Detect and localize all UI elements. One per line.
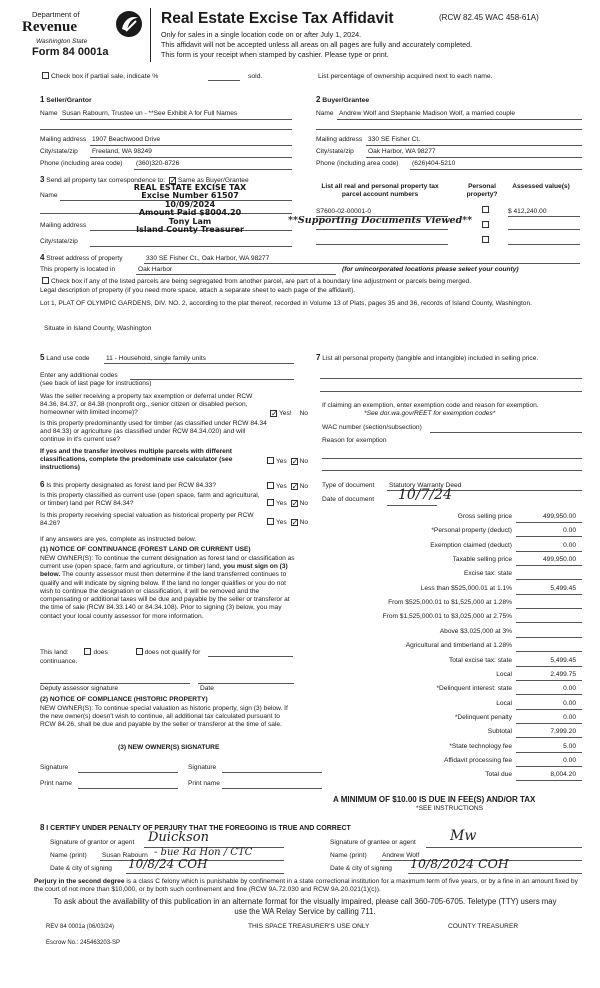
- personal-property-checkbox-2[interactable]: [482, 221, 489, 228]
- notice2-body: NEW OWNER(S): To continue special valuation as historic property, sign (3) below. If the new owner(s) doesn't wish to continue, all additional tax calculated pursuant to RCW 84.26, shall be due and payable by the seller or transferor at the time of sale.: [40, 705, 288, 729]
- timber-question: Is this property predominantly used for timber (as classified under RCW 84.34 and 84.33) or agriculture (as classified under RCW 84.34.020) and will continue in it's current use?: [40, 420, 267, 444]
- calc-row-value[interactable]: 5,499.45: [550, 656, 576, 664]
- notice3-title: (3) NEW OWNER(S) SIGNATURE: [118, 744, 220, 751]
- exemption-see-note: *See dor.wa.gov/REET for exemption codes*: [364, 410, 496, 417]
- see-instructions-text: *SEE INSTRUCTIONS: [416, 805, 484, 812]
- rev-number: REV 84 0001a (06/03/24): [46, 924, 115, 930]
- buyer-name[interactable]: Andrew Wolf and Stephanie Madison Wolf, a married couple: [339, 110, 516, 117]
- seller-name-label: Name: [40, 110, 58, 117]
- dept-line3: Washington State: [36, 38, 88, 45]
- stamp-line5: Tony Lam: [168, 216, 212, 226]
- calc-row-label: Agricultural and timberland at 1.28%: [405, 642, 512, 650]
- current-use-no-checkbox[interactable]: [291, 500, 298, 507]
- seller-mailing-label: Mailing address: [40, 136, 87, 143]
- land-use-label: Land use code: [46, 355, 90, 362]
- reason-label: Reason for exemption: [322, 437, 387, 444]
- supporting-docs-note: **Supporting Documents Viewed**: [288, 215, 473, 226]
- seller-city[interactable]: Freeland, WA 98249: [92, 148, 152, 155]
- situate-text: Situate in Island County, Washington: [44, 325, 152, 332]
- calc-row-value[interactable]: 0.00: [563, 756, 576, 764]
- calc-row-value[interactable]: 5.00: [563, 742, 576, 750]
- buyer-heading: 2 Buyer/Grantee: [316, 95, 370, 104]
- seller-phone-label: Phone (including area code): [40, 160, 123, 167]
- doc-type-value[interactable]: Statutory Warranty Deed: [389, 482, 462, 489]
- calc-row-underline: [516, 522, 582, 523]
- personal-property-label: List all personal property (tangible and intangible) included in selling price.: [322, 355, 539, 362]
- grantee-name[interactable]: Andrew Wolf: [382, 852, 420, 859]
- calc-row-value[interactable]: 499,950.00: [542, 513, 576, 520]
- deputy-sig-label: Deputy assessor signature: [40, 685, 119, 692]
- section6-q1-row: 6 Is this property designated as forest land per RCW 84.33?: [40, 480, 216, 489]
- buyer-mailing[interactable]: 330 SE Fisher Ct.: [368, 136, 421, 143]
- grantee-sig-label: Signature of grantee or agent: [330, 839, 416, 846]
- additional-codes-label: Enter any additional codes: [40, 372, 118, 379]
- see-back-text: (see back of last page for instructions): [40, 380, 152, 387]
- grantor-date[interactable]: 10/8/24 COH: [128, 857, 208, 871]
- calc-row-value[interactable]: 499,950.00: [542, 556, 576, 564]
- dor-emblem-icon: [114, 9, 144, 39]
- calc-row-value[interactable]: 0.00: [563, 713, 576, 721]
- calc-row-underline: [516, 766, 582, 767]
- segregated-label: Check box if any of the listed parcels are being segregated from another parcel, are part of a boundary line adjustment or parcels being merged.: [51, 278, 472, 285]
- located-value[interactable]: Oak Harbor: [138, 266, 173, 273]
- does-checkbox[interactable]: [84, 648, 91, 655]
- segregated-checkbox[interactable]: [42, 277, 49, 284]
- calc-row-underline: [516, 709, 582, 710]
- forest-no-label: No: [299, 483, 309, 490]
- grantor-name[interactable]: Susan Rabourn: [102, 852, 148, 859]
- calc-row-label: Gross selling price: [457, 513, 512, 520]
- calc-row-label: *Delinquent penalty: [454, 713, 512, 721]
- timber-no-checkbox[interactable]: [291, 458, 298, 465]
- calc-row-value[interactable]: 2,499.75: [550, 670, 576, 678]
- calc-row-value[interactable]: 8,004.20: [550, 771, 576, 779]
- forest-yes-no: [265, 482, 308, 491]
- calc-row-underline: [516, 594, 582, 595]
- calc-row-value[interactable]: 0.00: [563, 685, 576, 693]
- timber-yes-checkbox[interactable]: [267, 457, 274, 464]
- current-use-yes-no: [265, 499, 308, 508]
- calc-row-underline: [516, 608, 582, 609]
- continuance-label: continuance.: [40, 658, 78, 665]
- this-land-label: This land:: [40, 649, 69, 656]
- notice1-body-b: The county assessor must then determine if the land transferred continues to qualify and will indicate by signing below. If the land no longer qualifies or you do not wish to continue the designation or classification, it will be removed and the compensating or additional taxes will be due and payable by the seller or transferor at the time of sale (RCW 84.33.140 or 84.34.108). Prior to signing (3) below, you may contact your local county assessor for more information.: [40, 571, 290, 620]
- calc-row-label: Exemption claimed (deduct): [430, 541, 512, 549]
- calc-row-label: *Personal property (deduct): [431, 527, 512, 535]
- calc-row-label: Total excise tax: state: [448, 656, 512, 664]
- timber-yes-label: Yes: [276, 458, 287, 465]
- calc-row-underline: [516, 651, 582, 652]
- partial-label-b: sold.: [248, 73, 263, 80]
- calc-row-underline: [516, 694, 582, 695]
- deputy-date-label: Date: [200, 685, 214, 692]
- current-use-no-label: No: [299, 500, 309, 507]
- escrow-number: Escrow No.: 245463203-SP: [46, 940, 121, 946]
- timber-question-b: If yes and the transfer involves multiple parcels with different classifications, complete the predominate use calculator (see instructions): [40, 448, 233, 472]
- section3-mailing-label: Mailing address: [40, 222, 87, 229]
- new-owner-print-label-1: Print name: [40, 780, 72, 787]
- assessed-value[interactable]: $ 412,240.00: [508, 208, 547, 215]
- forest-yes-label: Yes: [276, 483, 287, 490]
- historic-yes-label: Yes: [276, 519, 287, 526]
- calc-row-underline: [516, 565, 582, 566]
- exemption-code-label: If claiming an exemption, enter exemption code and reason for exemption.: [322, 402, 539, 409]
- grantor-name-handwritten: - bue Ra Hon / CTC: [154, 847, 253, 858]
- segregated-row: [40, 277, 585, 286]
- calc-row-value[interactable]: 0.00: [563, 541, 576, 549]
- calc-row-label: Affidavit processing fee: [443, 756, 512, 764]
- located-label: This property is located in: [40, 266, 116, 273]
- calc-row-underline: [516, 622, 582, 623]
- buyer-city-label: City/state/zip: [316, 148, 354, 155]
- timber-yes-no: [265, 457, 308, 466]
- wac-label: WAC number (section/subsection): [322, 424, 422, 431]
- stamp-line2: Excise Number 61507: [141, 191, 239, 201]
- personal-property-checkbox-3[interactable]: [482, 236, 489, 243]
- notice1-title: (1) NOTICE OF CONTINUANCE (FOREST LAND OR CURRENT USE): [40, 546, 251, 553]
- calc-row-label: Total due: [485, 771, 512, 779]
- grantor-name-label: Name (print): [50, 852, 87, 859]
- exemption-yes-label: Yes: [279, 410, 290, 417]
- doc-type-label: Type of document: [322, 482, 375, 489]
- stamp-line4: Amount Paid $8004.20: [138, 208, 242, 218]
- buyer-phone[interactable]: (626)404-5210: [412, 160, 456, 167]
- calc-row-label: Above $3,025,000 at 3%: [439, 627, 512, 635]
- calc-row-label: From $525,000.01 to $1,525,000 at 1.28%: [388, 599, 512, 607]
- stamp-line1: REAL ESTATE EXCISE TAX: [133, 183, 247, 192]
- new-owner-sig-label-1: Signature: [40, 764, 69, 771]
- subtitle-3: This form is your receipt when stamped by cashier. Please type or print.: [161, 50, 389, 59]
- perjury-text: [34, 878, 586, 894]
- does-not-checkbox[interactable]: [136, 648, 143, 655]
- section7-heading: 7 List all personal property (tangible and intangible) included in selling price.: [316, 353, 539, 362]
- exemption-no-label: No: [299, 410, 308, 417]
- historic-no-label: No: [299, 519, 309, 526]
- current-use-yes-checkbox[interactable]: [267, 499, 274, 506]
- doc-date-value[interactable]: 10/7/24: [398, 487, 452, 503]
- dept-line2: Revenue: [22, 19, 77, 35]
- buyer-name-label: Name: [316, 110, 334, 117]
- historic-yes-checkbox[interactable]: [267, 518, 274, 525]
- buyer-phone-label: Phone (including area code): [316, 160, 399, 167]
- forest-no-checkbox[interactable]: [291, 483, 298, 490]
- calc-row-label: Excise tax: state: [463, 570, 512, 578]
- seller-phone[interactable]: (360)320-8726: [136, 160, 180, 167]
- calc-row-value[interactable]: 7,999.20: [550, 728, 576, 736]
- calc-row-label: Subtotal: [487, 728, 512, 736]
- calc-row-label: Less than $525,000.01 at 1.1%: [420, 584, 512, 592]
- partial-label-c: List percentage of ownership acquired next to each name.: [318, 73, 493, 80]
- minimum-due-text: A MINIMUM OF $10.00 IS DUE IN FEE(S) AND/OR TAX: [333, 795, 536, 804]
- seller-name[interactable]: Susan Rabourn, Trustee un - **See Exhibit A for Full Names: [62, 110, 238, 117]
- calc-row-underline: [516, 551, 582, 552]
- calc-row-underline: [516, 723, 582, 724]
- calc-row-value[interactable]: 0.00: [563, 699, 576, 707]
- calc-row-label: Taxable selling price: [452, 556, 512, 564]
- calc-row-label: Local: [496, 670, 512, 678]
- dept-line1: Department of: [32, 10, 80, 19]
- calc-row-label: *Delinquent interest: state: [436, 685, 512, 693]
- certify-heading: I CERTIFY UNDER PENALTY OF PERJURY THAT THE FOREGOING IS TRUE AND CORRECT: [46, 825, 351, 832]
- stamp-line6: Island County Treasurer: [136, 224, 244, 234]
- calc-row-value[interactable]: 5,499.45: [550, 584, 576, 592]
- doc-date-label: Date of document: [322, 496, 375, 503]
- section3-city-label: City/state/zip: [40, 238, 78, 245]
- grantee-name-label: Name (print): [330, 852, 367, 859]
- grantee-signature[interactable]: Mw: [450, 828, 477, 844]
- subtitle-1: Only for sales in a single location code on or after July 1, 2024.: [161, 30, 362, 39]
- current-use-question: Is this property classified as current use (open space, farm and agricultural, or timber) land per RCW 84.34?: [40, 492, 260, 508]
- section3-name-label: Name: [40, 192, 58, 199]
- section5-landuse-row: 5 Land use code: [40, 353, 90, 362]
- alt-format-text: To ask about the availability of this publication in an alternate format for the visually impaired, please call 360-705-6705. Teletype (TTY) users may use the WA Relay Service by calling 711.: [53, 897, 557, 916]
- grantee-date[interactable]: 10/8/2024 COH: [410, 856, 509, 871]
- street-label: Street address of property: [46, 255, 123, 262]
- located-note: (for unincorporated locations please select your county): [342, 266, 519, 273]
- form-number: Form 84 0001a: [32, 46, 109, 58]
- yes-complete-text: If any answers are yes, complete as instructed below.: [40, 536, 197, 543]
- subtitle-2: This affidavit will not be accepted unless all areas on all pages are fully and accurately completed.: [161, 40, 473, 49]
- treasurer-use-label: THIS SPACE TREASURER'S USE ONLY: [248, 923, 370, 930]
- legal-description[interactable]: Lot 1, PLAT OF OLYMPIC GARDENS, DIV. NO. 2, according to the plat thereof, recorded in Volume 13 of Plats, pages 35 and 36, records of Island County, Washington.: [40, 300, 532, 307]
- does-not-label: does not qualify for: [144, 649, 201, 656]
- same-as-buyer-label: Same as Buyer/Grantee: [177, 177, 249, 184]
- calc-row-underline: [516, 536, 582, 537]
- new-owner-sig-label-2: Signature: [188, 764, 217, 771]
- partial-sale-row: [40, 72, 158, 81]
- notice1-body-bold: you must sign on (3) below.: [40, 563, 288, 579]
- parcel-number[interactable]: S7600-02-00001-0: [316, 208, 371, 215]
- buyer-city[interactable]: Oak Harbor, WA 98277: [368, 148, 436, 155]
- personal-property-checkbox-1[interactable]: [482, 206, 489, 213]
- grantor-date-label: Date & city of signing: [50, 865, 112, 872]
- parcel-col-header: List all real and personal property tax parcel account numbers: [321, 183, 439, 199]
- exemption-yes-checkbox[interactable]: [270, 410, 277, 417]
- forest-land-question: Is this property designated as forest land per RCW 84.33?: [46, 482, 216, 489]
- personal-col-header: Personal property?: [466, 183, 498, 199]
- notice2-title: (2) NOTICE OF COMPLIANCE (HISTORIC PROPERTY): [40, 696, 208, 703]
- calc-row-underline: [516, 666, 582, 667]
- calc-row-label: Local: [496, 699, 512, 707]
- calc-row-label: From $1,525,000.01 to $3,025,000 at 2.75%: [382, 613, 512, 621]
- stamp-line3: 10/09/2024: [164, 199, 216, 209]
- section4-street-row: 4 Street address of property: [40, 253, 123, 262]
- page-title: Real Estate Excise Tax Affidavit: [161, 10, 394, 27]
- grantee-date-label: Date & city of signing: [330, 865, 392, 872]
- section3-label: Send all property tax correspondence to:: [46, 177, 166, 184]
- calc-row-underline: [516, 680, 582, 681]
- calc-row-underline: [516, 780, 582, 781]
- land-use-value[interactable]: 11 - Household, single family units: [106, 355, 206, 362]
- partial-label-a: Check box if partial sale, indicate %: [51, 73, 159, 80]
- section3-row: 3 Send all property tax correspondence to: ✓ Same as Buyer/Grantee: [40, 175, 249, 185]
- perjury-body: is a class C felony which is punishable by confinement in a state correctional institution for a maximum term of five years, or by a fine in an amount fixed by the court of not more than $10,000, or by both such confinement and fine (RCW 9A.72.030 and RCW 9A.20.021(1)(c)).: [34, 878, 578, 894]
- timber-no-label: No: [299, 458, 309, 465]
- section8-heading-row: 8 I CERTIFY UNDER PENALTY OF PERJURY THAT THE FOREGOING IS TRUE AND CORRECT: [40, 823, 351, 832]
- calc-row-underline: [516, 752, 582, 753]
- grantor-signature[interactable]: Duickson: [148, 830, 209, 845]
- does-label: does: [93, 649, 108, 656]
- exemption-question: Was the seller receiving a property tax exemption or deferral under RCW 84.36, 84.37, or 84.38 (nonprofit org., senior citizen or disabled person, homeowner with limited income)?: [40, 393, 253, 417]
- calc-row-underline: [516, 737, 582, 738]
- historic-no-checkbox[interactable]: [291, 519, 298, 526]
- current-use-yes-label: Yes: [276, 500, 287, 507]
- legal-label: Legal description of property (if you need more space, attach a separate sheet to each page of the affidavit).: [40, 287, 356, 294]
- buyer-mailing-label: Mailing address: [316, 136, 363, 143]
- calc-row-underline: [516, 579, 582, 580]
- treasurer-stamp: [120, 184, 260, 234]
- calc-row-underline: [516, 637, 582, 638]
- county-treasurer-label: COUNTY TREASURER: [448, 923, 519, 930]
- perjury-bold: Perjury in the second degree: [34, 878, 125, 885]
- assessed-col-header: Assessed value(s): [512, 183, 570, 190]
- grantor-sig-label: Signature of grantor or agent: [50, 839, 135, 846]
- notice1-body: [40, 555, 295, 621]
- calc-row-value[interactable]: 0.00: [563, 527, 576, 535]
- forest-yes-checkbox[interactable]: [267, 482, 274, 489]
- this-land-row: [40, 648, 200, 657]
- exemption-yes-no: ✓ Yes! No: [268, 410, 308, 418]
- calc-row-label: *State technology fee: [449, 742, 512, 750]
- notice1-body-a: NEW OWNER(S): To continue the current designation as forest land or classification as current use (open space, farm and agriculture, or timber) land,: [40, 555, 295, 571]
- street-address[interactable]: 330 SE Fisher Ct., Oak Harbor, WA 98277: [146, 255, 270, 262]
- seller-heading: 1 Seller/Grantor: [40, 95, 92, 104]
- seller-city-label: City/state/zip: [40, 148, 78, 155]
- partial-sale-checkbox[interactable]: [42, 72, 49, 79]
- seller-mailing[interactable]: 1907 Beachwood Drive: [92, 136, 161, 143]
- rcw-ref: (RCW 82.45 WAC 458-61A): [439, 13, 539, 22]
- new-owner-print-label-2: Print name: [188, 780, 220, 787]
- historic-question: Is this property receiving special valuation as historical property per RCW 84.26?: [40, 512, 254, 528]
